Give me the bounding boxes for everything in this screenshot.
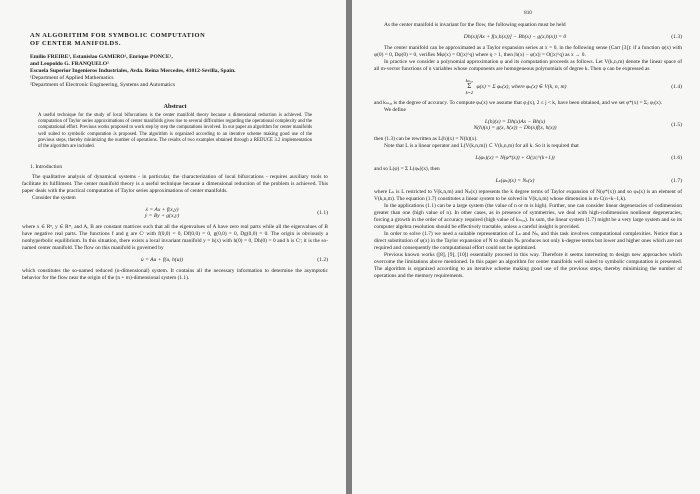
body-paragraph: In the applications (1.1) can be a large system (the value of n or m is high). Further, one can consider linear degeneracies of codimension greater than one (high value of n). In other cases, as in presence of symmetries, we deal with high-codimension nonlinear degeneracies, forcing a growth in the order of accuracy required (high value of kₘₐₓ). In sum, the linear system (1.7) might be a very large system and so its computer algebra resolution should be effectively tractable, unless a careful insight is provided. (374, 203, 682, 230)
body-paragraph: As the center manifold is invariant for the flow, the following equation must be held (384, 22, 566, 28)
affiliation: ¹Department of Applied Mathematics (30, 75, 114, 81)
authors-line: Emilio FREIRE¹, Estanislao GAMERO¹, Enrique PONCE¹, (30, 54, 173, 60)
body-paragraph: Note that L is a linear operator and L(V(k,n,m)) ⊂ V(k,n,m) for all k. So it is required that (384, 143, 579, 149)
equation-1-5: L(h)(x) = Dh(x)Ax − Bh(x) N(h)(x) = g(x, h(x)) − Dh(x)f(x, h(x)) (1.5) (473, 119, 682, 131)
page-number: 810 (524, 10, 532, 16)
affiliation: ²Department of Electronic Engineering, Systems and Automatics (30, 82, 176, 88)
body-paragraph: then (1.3) can be rewritten as L(h)(x) = N(h)(x). (374, 136, 478, 142)
abstract-text: A useful technique for the study of local bifurcations is the center manifold theory because a dimensional reduction is achieved. The computation of Taylor series approximations of center manifolds gives rise to several difficulties regarding the operational complexity and the computational effort. Previous works proposed to work step by step the computations involved. In our paper an algorithm for center manifolds well suited to symbolic computation is proposed. The algorithm is organized according to an iterative scheme making good use of the previous steps, thereby minimizing the number of operations. The results of two examples obtained through a REDUCE 3.2 implementation of the algorithm are included. (38, 113, 312, 150)
body-paragraph: We define (384, 107, 406, 113)
paper-title: AN ALGORITHM FOR SYMBOLIC COMPUTATION OF CENTER MANIFOLDS. (30, 32, 206, 47)
body-paragraph: The center manifold can be approximated as a Taylor expansion series at x = 0, in the following sense (Carr [3]): if a function φ(x) with φ(0) = 0, Dφ(0) = 0, verifies Mφ(x) = O(|x|^q) where q > 1, then |h(x) − φ(x)| = O(|x|^q) as x → 0. (374, 45, 682, 58)
body-paragraph: Previous known works ([8], [9], [10]) essentially proceed in this way. Therefore it seems interesting to design new approaches which overcome the limitations above mentioned. In this paper an algorithm for center manifolds well suited to symbolic computation is presented. The algorithm is organized according to an iterative scheme making good use of the previous steps, thereby minimizing the number of operations and the memory requirements. (374, 252, 682, 279)
body-paragraph: where x ∈ Rⁿ, y ∈ Rᵐ, and A, B are constant matrices such that all the eigenvalues of A have zero real parts while all the eigenvalues of B have negative real parts. The functions f and g are Cʳ with f(0,0) = 0, Df(0,0) = 0, g(0,0) = 0, Dg(0,0) = 0. The origin is obviously a nonhyperbolic equilibrium. In this situation, there exists a local invariant manifold y = h(x) with h(0) = 0, Dh(0) = 0 and h is Cʳ; it is the so-named center manifold. The flow on this manifold is governed by (22, 224, 328, 252)
equation-1-7: Lₖ(φₖ)(x) = Nₖ(x) (1.7) (495, 178, 682, 184)
body-paragraph: and kₘₐₓ is the degree of accuracy. To compute φₖ(x) we assume that φⱼ(x), 2 ≤ j < k, have been obtained, and we set φ*(x) = Σⱼ φⱼ(x). (374, 100, 662, 106)
equation-1-4: kₘₐₓ Σ k=2 φ(x) = Σ φₖ(x), where φₖ(x) ∈ V(k, n, m) (1.4) (465, 78, 682, 95)
body-paragraph: and so L(φ) = Σ L(φₖ)(x), then (374, 166, 440, 172)
body-paragraph: where Lₖ is L restricted to V(k,n,m) and Nₖ(x) represents the k degree terms of Taylor expansion of N(φ*(x)) and so φₖ(x) is an element of V(k,n,m). The equation (1.7) constitutes a linear system to be solved in V(k,n,m) whose dimension is m·C(n+k−1,k). (374, 189, 682, 202)
right-page (352, 0, 700, 494)
consider-text: Consider the system (32, 195, 76, 202)
body-paragraph: which constitutes the so-named reduced (n-dimensional) system. It contains all the necessary information to determine the asymptotic behavior for the flow near the origin of the (n + m)-dimensional system (1.1). (22, 268, 328, 282)
body-paragraph: In practice we consider a polynomial approximation φ and its computation proceeds as follows. Let V(k,n,m) denote the linear space of all m-vector functions of n variables whose components are homogeneous polynomials of degree k. Then φ can be expressed as (374, 59, 682, 72)
section-heading: 1. Introduction (30, 164, 63, 171)
intro-paragraph: The qualitative analysis of dynamical systems - in particular, the characterization of local bifurcations - requires auxiliary tools to facilitate its fulfilment. The center manifold theory is a useful technique because a dimensional reduction of the problem is achieved. This paper deals with the practical computation of Taylor series approximations of center manifolds. (22, 174, 328, 195)
summation-limits: kₘₐₓ Σ k=2 (465, 78, 474, 95)
equation-number: (1.6) (671, 155, 682, 161)
authors-line: and Leopoldo G. FRANQUELO² (30, 61, 109, 67)
equation-number: (1.2) (317, 257, 328, 264)
affiliation: Escuela Superior Ingenieros Industriales, Avda. Reina Mercedes, 41012-Sevilla, Spain. (30, 68, 236, 74)
left-page (0, 0, 346, 494)
equation-number: (1.4) (671, 83, 682, 90)
equation-number: (1.7) (671, 178, 682, 184)
body-paragraph: In order to solve (1.7) we need a suitable representation of Lₖ and Nₖ, and this task involves computational complexities. Notice that a direct substitution of φ(x) in the Taylor expansion of N to obtain Nₖ produces not only k-degree terms but lower and higher ones which are not required and consequently the computational effort could not be optimized. (374, 231, 682, 251)
equation-1-6: L(φₖ)(x) = N(φ*(x)) + O(|x|^(k+1)) (1.6) (475, 155, 682, 161)
equation-1-1: ẋ = Ax + f(x,y) ẏ = By + g(x,y) (1.1) (144, 207, 328, 220)
author-block (30, 54, 328, 89)
abstract-heading: Abstract (163, 103, 187, 110)
equation-number: (1.1) (317, 210, 328, 217)
equation-number: (1.3) (671, 34, 682, 40)
equation-number: (1.5) (671, 122, 682, 128)
equation-1-2: u̇ = Au + f(u, h(u)) (1.2) (140, 257, 328, 264)
equation-1-3: Dh(x)[Ax + f(x,h(x))] − Bh(x) − g(x,h(x)) = 0 (1.3) (463, 34, 682, 40)
